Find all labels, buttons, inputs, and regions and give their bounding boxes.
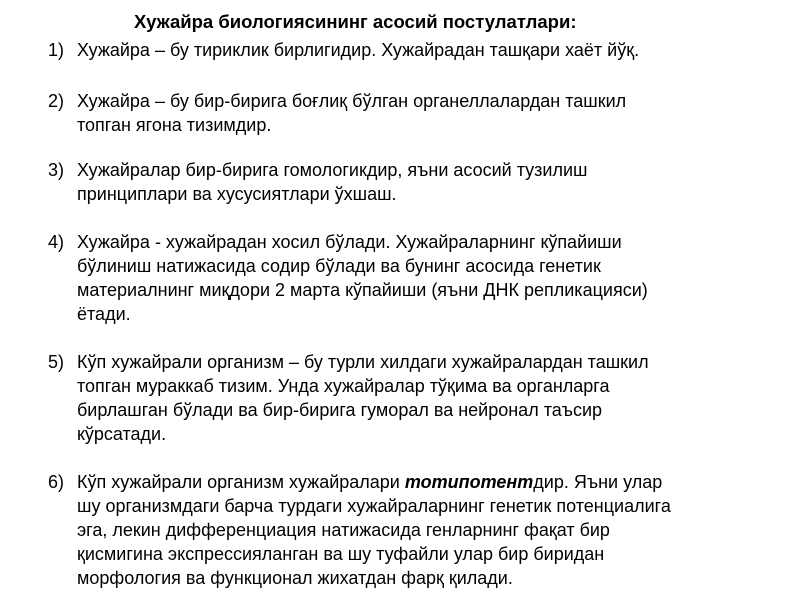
item-line: Хужайра – бу тириклик бирлигидир. Хужайрадан ташқари хаёт йўқ.: [77, 40, 640, 60]
item-text: [77, 350, 777, 446]
emphasized-term: тотипотент: [404, 472, 534, 492]
item-line: топган мураккаб тизим. Унда хужайралар тўқима ва органларга: [77, 376, 610, 396]
item-line: ётади.: [77, 304, 131, 324]
item-text: [77, 38, 777, 62]
item-number: 6): [48, 472, 65, 492]
item-line: топган ягона тизимдир.: [77, 115, 272, 135]
item-text: [77, 158, 777, 206]
item-line: Кўп хужайрали организм – бу турли хилдаги хужайралардан ташкил: [77, 352, 649, 372]
item-line: принциплари ва хусусиятлари ўхшаш.: [77, 184, 397, 204]
item-number: 1): [48, 40, 65, 60]
item-line-first: [77, 470, 777, 494]
item-text-segment: дир. Яъни улар: [533, 472, 663, 492]
item-number: 2): [48, 91, 65, 111]
item-text: [77, 89, 777, 137]
item-line: кўрсатади.: [77, 424, 167, 444]
item-line: материалнинг миқдори 2 марта кўпайиши (яъни ДНК репликацияси): [77, 280, 648, 300]
item-line: эга, лекин дифференциация натижасида генларнинг фақат бир: [77, 520, 610, 540]
item-text: [77, 470, 777, 590]
item-line: шу организмдаги барча турдаги хужайраларнинг генетик потенциалига: [77, 496, 671, 516]
item-text: [77, 230, 777, 326]
document-title: Хужайра биологиясининг асосий постулатлари:: [134, 11, 577, 32]
item-line: Хужайра – бу бир-бирига боғлиқ бўлган органеллалардан ташкил: [77, 91, 627, 111]
item-line: бирлашган бўлади ва бир-бирига гуморал ва нейронал таъсир: [77, 400, 603, 420]
item-text-segment: Кўп хужайрали организм хужайралари: [77, 472, 405, 492]
item-number: 4): [48, 232, 65, 252]
item-line: морфология ва функционал жихатдан фарқ қилади.: [77, 568, 513, 588]
item-number: 3): [48, 160, 65, 180]
item-number: 5): [48, 352, 65, 372]
item-line: Хужайралар бир-бирига гомологикдир, яъни асосий тузилиш: [77, 160, 588, 180]
item-line: Хужайра - хужайрадан хосил бўлади. Хужайраларнинг кўпайиши: [77, 232, 622, 252]
item-line: бўлиниш натижасида содир бўлади ва бунинг асосида генетик: [77, 256, 601, 276]
item-line: қисмигина экспрессияланган ва шу туфайли улар бир биридан: [77, 544, 605, 564]
